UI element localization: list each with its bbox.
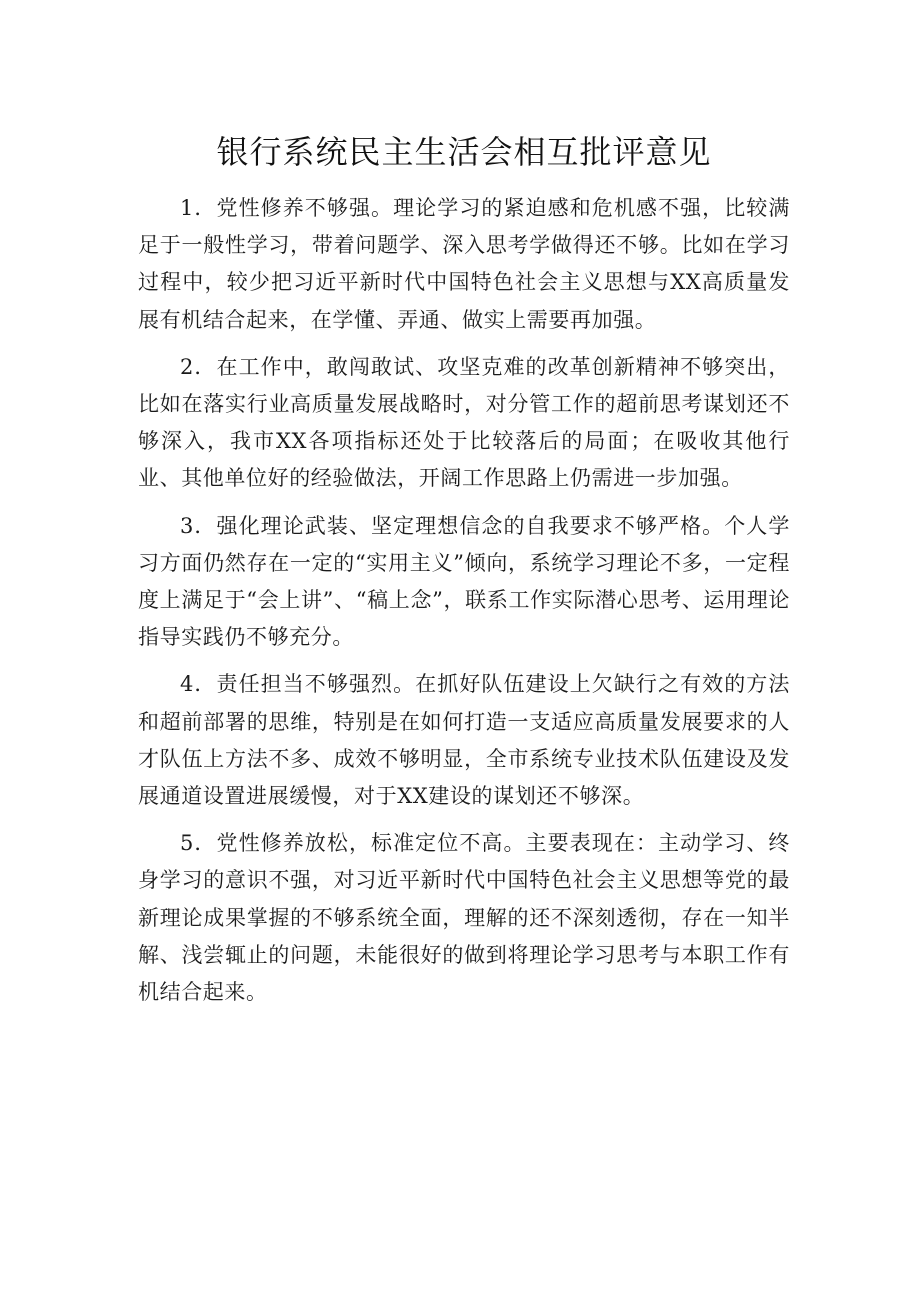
document-title: 银行系统民主生活会相互批评意见 <box>216 133 712 171</box>
paragraph-2: 2．在工作中，敢闯敢试、攻坚克难的改革创新精神不够突出，比如在落实行业高质量发展战略时，对分管工作的超前思考谋划还不够深入，我市XX各项指标还处于比较落后的局面；在吸收其他行业、其他单位好的经验做法，开阔工作思路上仍需进一步加强。 <box>138 354 790 491</box>
paragraph-3: 3．强化理论武装、坚定理想信念的自我要求不够严格。个人学习方面仍然存在一定的“实用主义”倾向，系统学习理论不多，一定程度上满足于“会上讲”、“稿上念”，联系工作实际潜心思考、运用理论指导实践仍不够充分。 <box>138 513 790 650</box>
paragraph-1: 1．党性修养不够强。理论学习的紧迫感和危机感不强，比较满足于一般性学习，带着问题学、深入思考学做得还不够。比如在学习过程中，较少把习近平新时代中国特色社会主义思想与XX高质量发展有机结合起来，在学懂、弄通、做实上需要再加强。 <box>138 196 790 332</box>
paragraph-5: 5．党性修养放松，标准定位不高。主要表现在：主动学习、终身学习的意识不强，对习近平新时代中国特色社会主义思想等党的最新理论成果掌握的不够系统全面，理解的还不深刻透彻，存在一知半解、浅尝辄止的问题，未能很好的做到将理论学习思考与本职工作有机结合起来。 <box>138 831 790 1005</box>
paragraph-4: 4．责任担当不够强烈。在抓好队伍建设上欠缺行之有效的方法和超前部署的思维，特别是在如何打造一支适应高质量发展要求的人才队伍上方法不多、成效不够明显，全市系统专业技术队伍建设及发展通道设置进展缓慢，对于XX建设的谋划还不够深。 <box>138 672 790 809</box>
document-page <box>138 128 790 1021</box>
